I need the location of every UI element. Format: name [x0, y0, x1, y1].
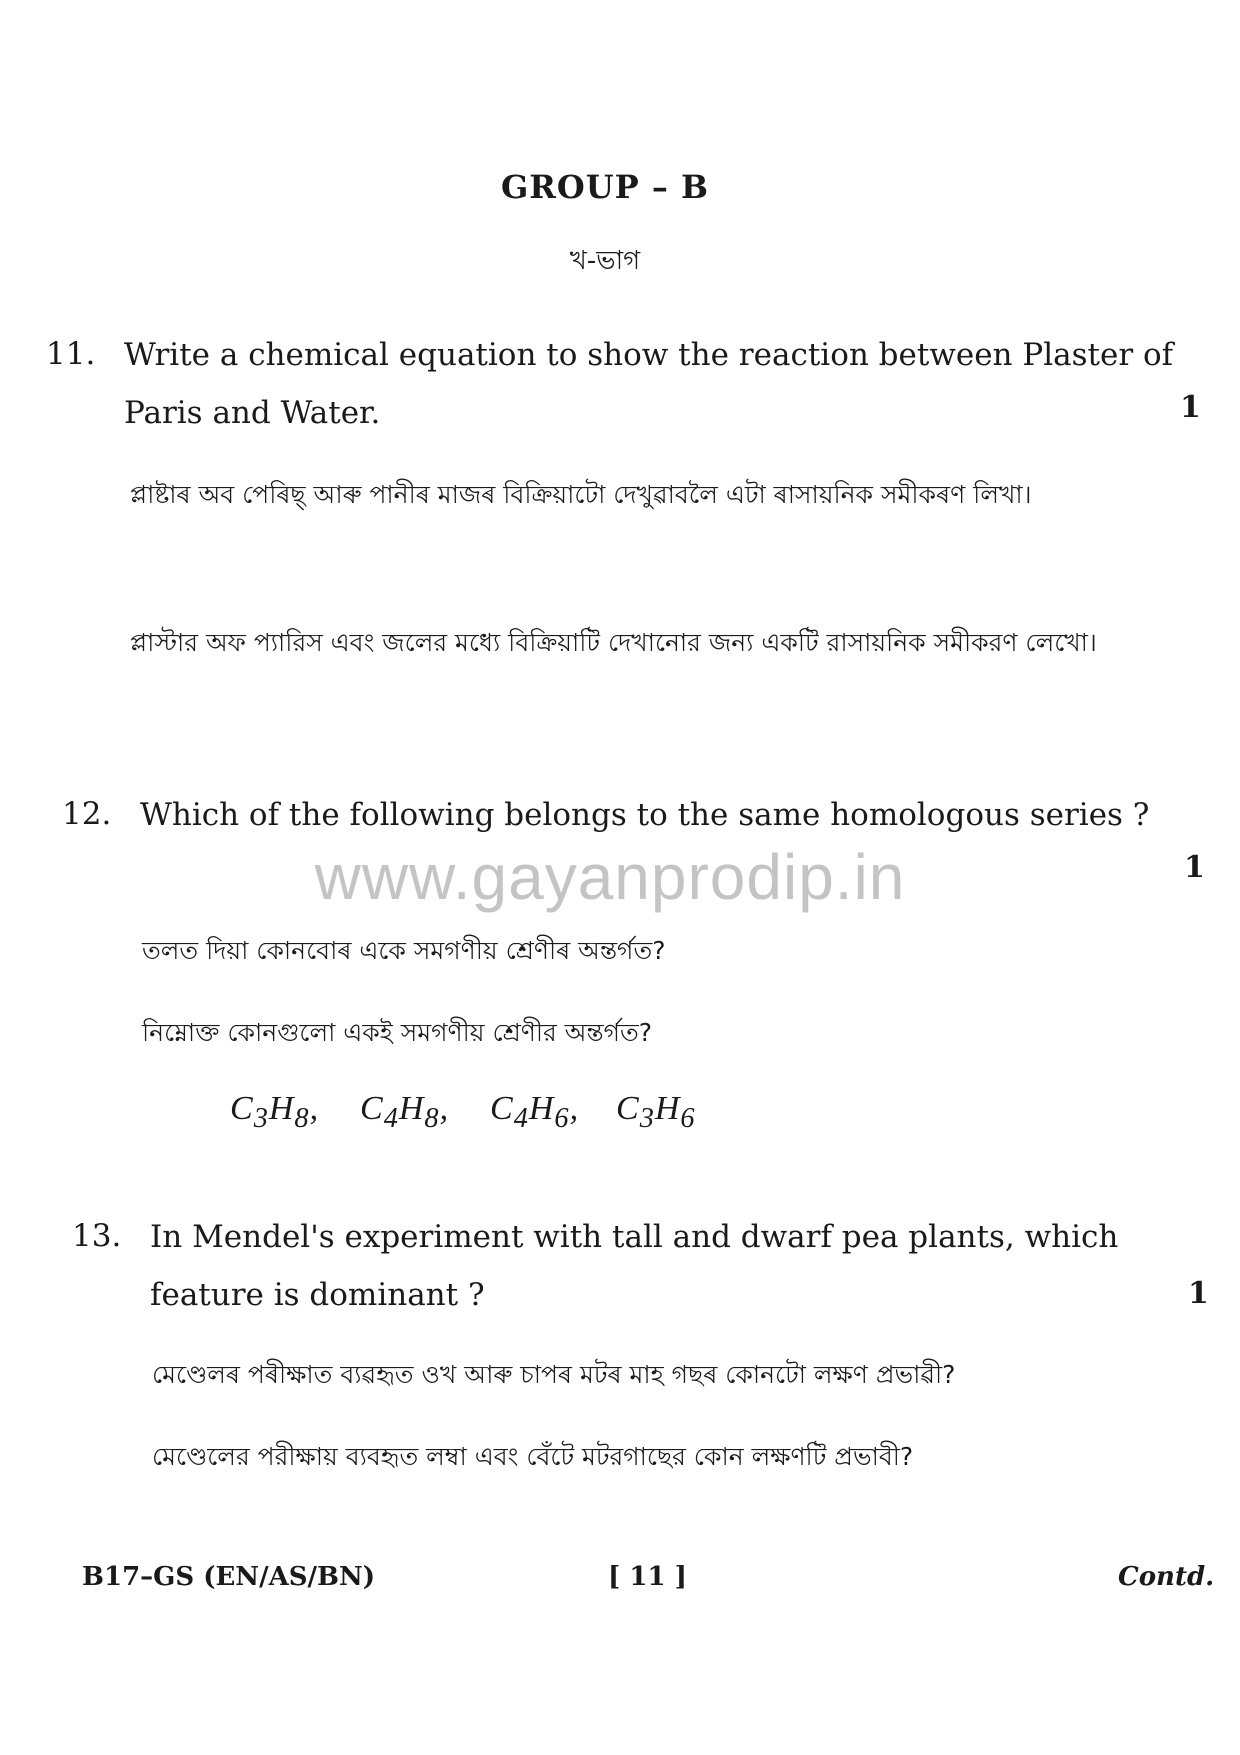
question-number: 11. [46, 336, 96, 372]
question-bengali: মেণ্ডেলের পরীক্ষায় ব্যবহৃত লম্বা এবং বেঁটে মটরগাছের কোন লক্ষণটি প্রভাবী? [152, 1442, 914, 1471]
formula-option-1: $C_3H_8$, [230, 1090, 320, 1134]
question-text: Write a chemical equation to show the reaction between Plaster of Paris and Water. [124, 337, 1174, 431]
question-text: Which of the following belongs to the same homologous series ? [140, 797, 1150, 833]
question-number: 13. [72, 1218, 122, 1254]
group-title: GROUP – B [500, 168, 710, 206]
formula-option-4: $C_3H_6$ [616, 1090, 696, 1134]
question-number: 12. [62, 796, 112, 832]
question-assamese: তলত দিয়া কোনবোৰ একে সমগণীয় শ্ৰেণীৰ অন্তৰ্গত? [142, 936, 666, 965]
question-marks: 1 [1184, 850, 1205, 885]
footer-contd: Contd. [1118, 1562, 1215, 1592]
footer-page-number: [ 11 ] [608, 1562, 687, 1592]
question-marks: 1 [1180, 390, 1201, 425]
formula-option-2: $C_4H_8$, [360, 1090, 450, 1134]
question-assamese: প্লাষ্টাৰ অব পেৰিছ্ আৰু পানীৰ মাজৰ বিক্ৰিয়াটো দেখুৱাবলৈ এটা ৰাসায়নিক সমীকৰণ লিখা। [130, 480, 1032, 509]
formula-option-3: $C_4H_6$, [490, 1090, 580, 1134]
watermark: www.gayanprodip.in [314, 841, 906, 913]
question-bengali: নিম্নোক্ত কোনগুলো একই সমগণীয় শ্রেণীর অন্তর্গত? [142, 1018, 653, 1047]
footer-code: B17–GS (EN/AS/BN) [82, 1562, 376, 1592]
group-subtitle: খ-ভাগ [569, 246, 641, 276]
question-text: In Mendel's experiment with tall and dwarf pea plants, which feature is dominant ? [150, 1219, 1119, 1313]
question-marks: 1 [1188, 1276, 1209, 1311]
question-assamese: মেণ্ডেলৰ পৰীক্ষাত ব্যৱহৃত ওখ আৰু চাপৰ মটৰ মাহ গছৰ কোনটো লক্ষণ প্ৰভাৱী? [152, 1360, 956, 1389]
question-bengali: প্লাস্টার অফ প্যারিস এবং জলের মধ্যে বিক্রিয়াটি দেখানোর জন্য একটি রাসায়নিক সমীকরণ লেখো। [130, 628, 1097, 657]
